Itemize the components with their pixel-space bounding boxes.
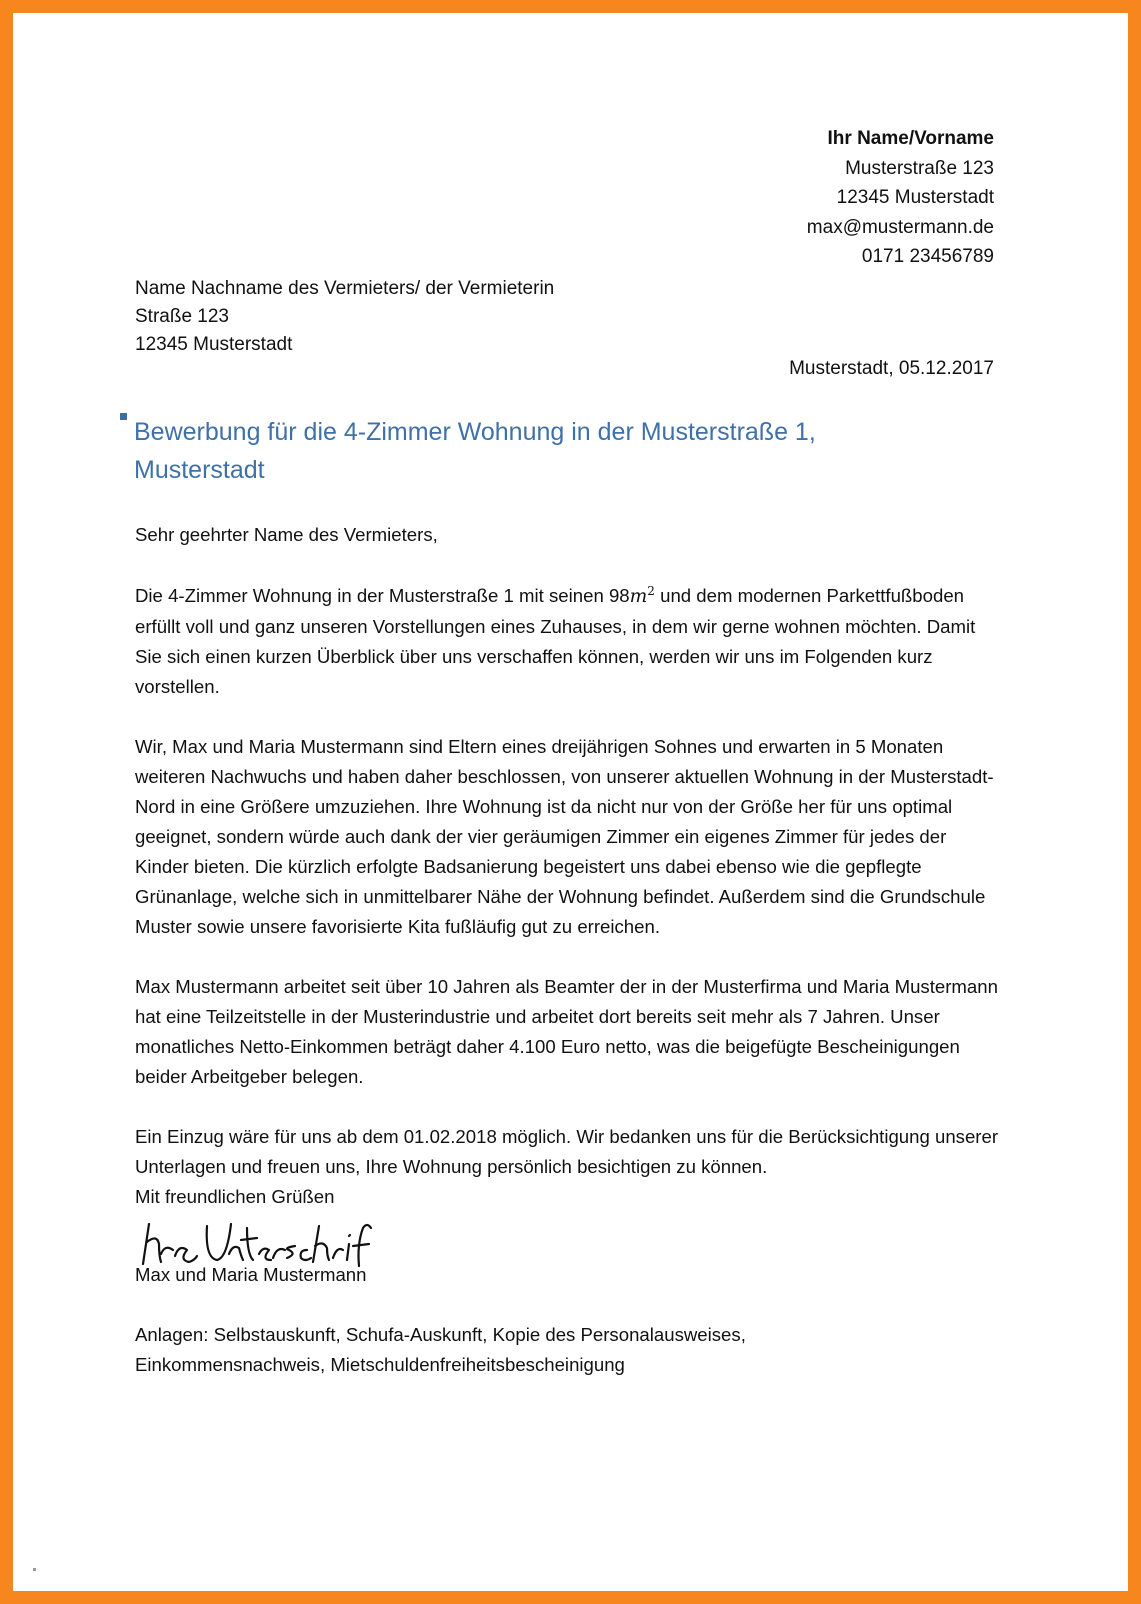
paragraph-family: Wir, Max und Maria Mustermann sind Eltern eines dreijährigen Sohnes und erwarten in 5 Monaten weiteren Nachwuchs und haben daher beschlossen, von unserer aktuellen Wohnung in der Musterstadt-Nord in eine Größere umzuziehen. Ihre Wohnung ist da nicht nur von der Größe her für uns optimal geeignet, sondern würde auch dank der vier geräumigen Zimmer ein eigenes Zimmer für jedes der Kinder bieten. Die kürzlich erfolgte Badsanierung begeistert uns dabei ebenso wie die gepflegte Grünanlage, welche sich in unmittelbarer Nähe der Wohnung befindet. Außerdem sind die Grundschule Muster sowie unsere favorisierte Kita fußläufig gut zu erreichen.: [135, 736, 994, 938]
area-unit-exponent: 2: [647, 584, 655, 598]
sender-block: [807, 124, 994, 272]
area-unit-letter: m: [629, 586, 648, 608]
paragraph-intro-start: Die 4-Zimmer Wohnung in der Musterstraße 1 mit seinen 98: [135, 585, 630, 607]
recipient-city: 12345 Musterstadt: [135, 334, 293, 355]
paragraph-intro: [135, 576, 1005, 702]
closing: Mit freundlichen Grüßen: [135, 1186, 335, 1208]
sender-email: max@mustermann.de: [806, 216, 994, 238]
letter-body: [135, 520, 1005, 1380]
page-corner-mark: [33, 1568, 36, 1571]
attachments-line-1: Anlagen: Selbstauskunft, Schufa-Auskunft, Kopie des Personalausweises,: [135, 1324, 746, 1346]
recipient-block: [135, 275, 554, 359]
recipient-street: Straße 123: [135, 306, 229, 327]
paragraph-income: Max Mustermann arbeitet seit über 10 Jahren als Beamter der in der Musterfirma und Maria Mustermann hat eine Teilzeitstelle in der Musterindustrie und arbeitet dort bereits seit mehr als 7 Jahren. Unser monatliches Netto-Einkommen beträgt daher 4.100 Euro netto, was die beigefügte Bescheinigungen beider Arbeitgeber belegen.: [135, 976, 998, 1088]
letter-date: Musterstadt, 05.12.2017: [789, 358, 994, 379]
subject-line-1: Bewerbung für die 4-Zimmer Wohnung in der Musterstraße 1,: [134, 418, 816, 446]
paragraph-intro-end: und dem modernen Parkettfußboden erfüllt voll und ganz unseren Vorstellungen eines Zuhauses, in dem wir gerne wohnen möchten. Damit Sie sich einen kurzen Überblick über uns verschaffen können, werden wir uns im Folgenden kurz vorstellen.: [135, 585, 976, 698]
paragraph-move-in: Ein Einzug wäre für uns ab dem 01.02.2018 möglich. Wir bedanken uns für die Berücksichtigung unserer Unterlagen und freuen uns, Ihre Wohnung persönlich besichtigen zu können.: [135, 1126, 999, 1178]
sender-city: 12345 Musterstadt: [836, 187, 994, 208]
sender-phone: 0171 23456789: [861, 246, 994, 267]
subject-heading: [134, 413, 994, 489]
recipient-name: Name Nachname des Vermieters/ der Vermieterin: [135, 278, 555, 299]
heading-marker: [120, 413, 127, 420]
signer-names: Max und Maria Mustermann: [135, 1264, 367, 1286]
sender-name: Ihr Name/Vorname: [827, 128, 994, 149]
subject-line-2: Musterstadt: [134, 456, 265, 484]
attachments-line-2: Einkommensnachweis, Mietschuldenfreiheitsbescheinigung: [135, 1354, 625, 1376]
area-unit: [630, 586, 655, 607]
salutation: Sehr geehrter Name des Vermieters,: [135, 524, 438, 545]
sender-street: Musterstraße 123: [845, 157, 994, 179]
